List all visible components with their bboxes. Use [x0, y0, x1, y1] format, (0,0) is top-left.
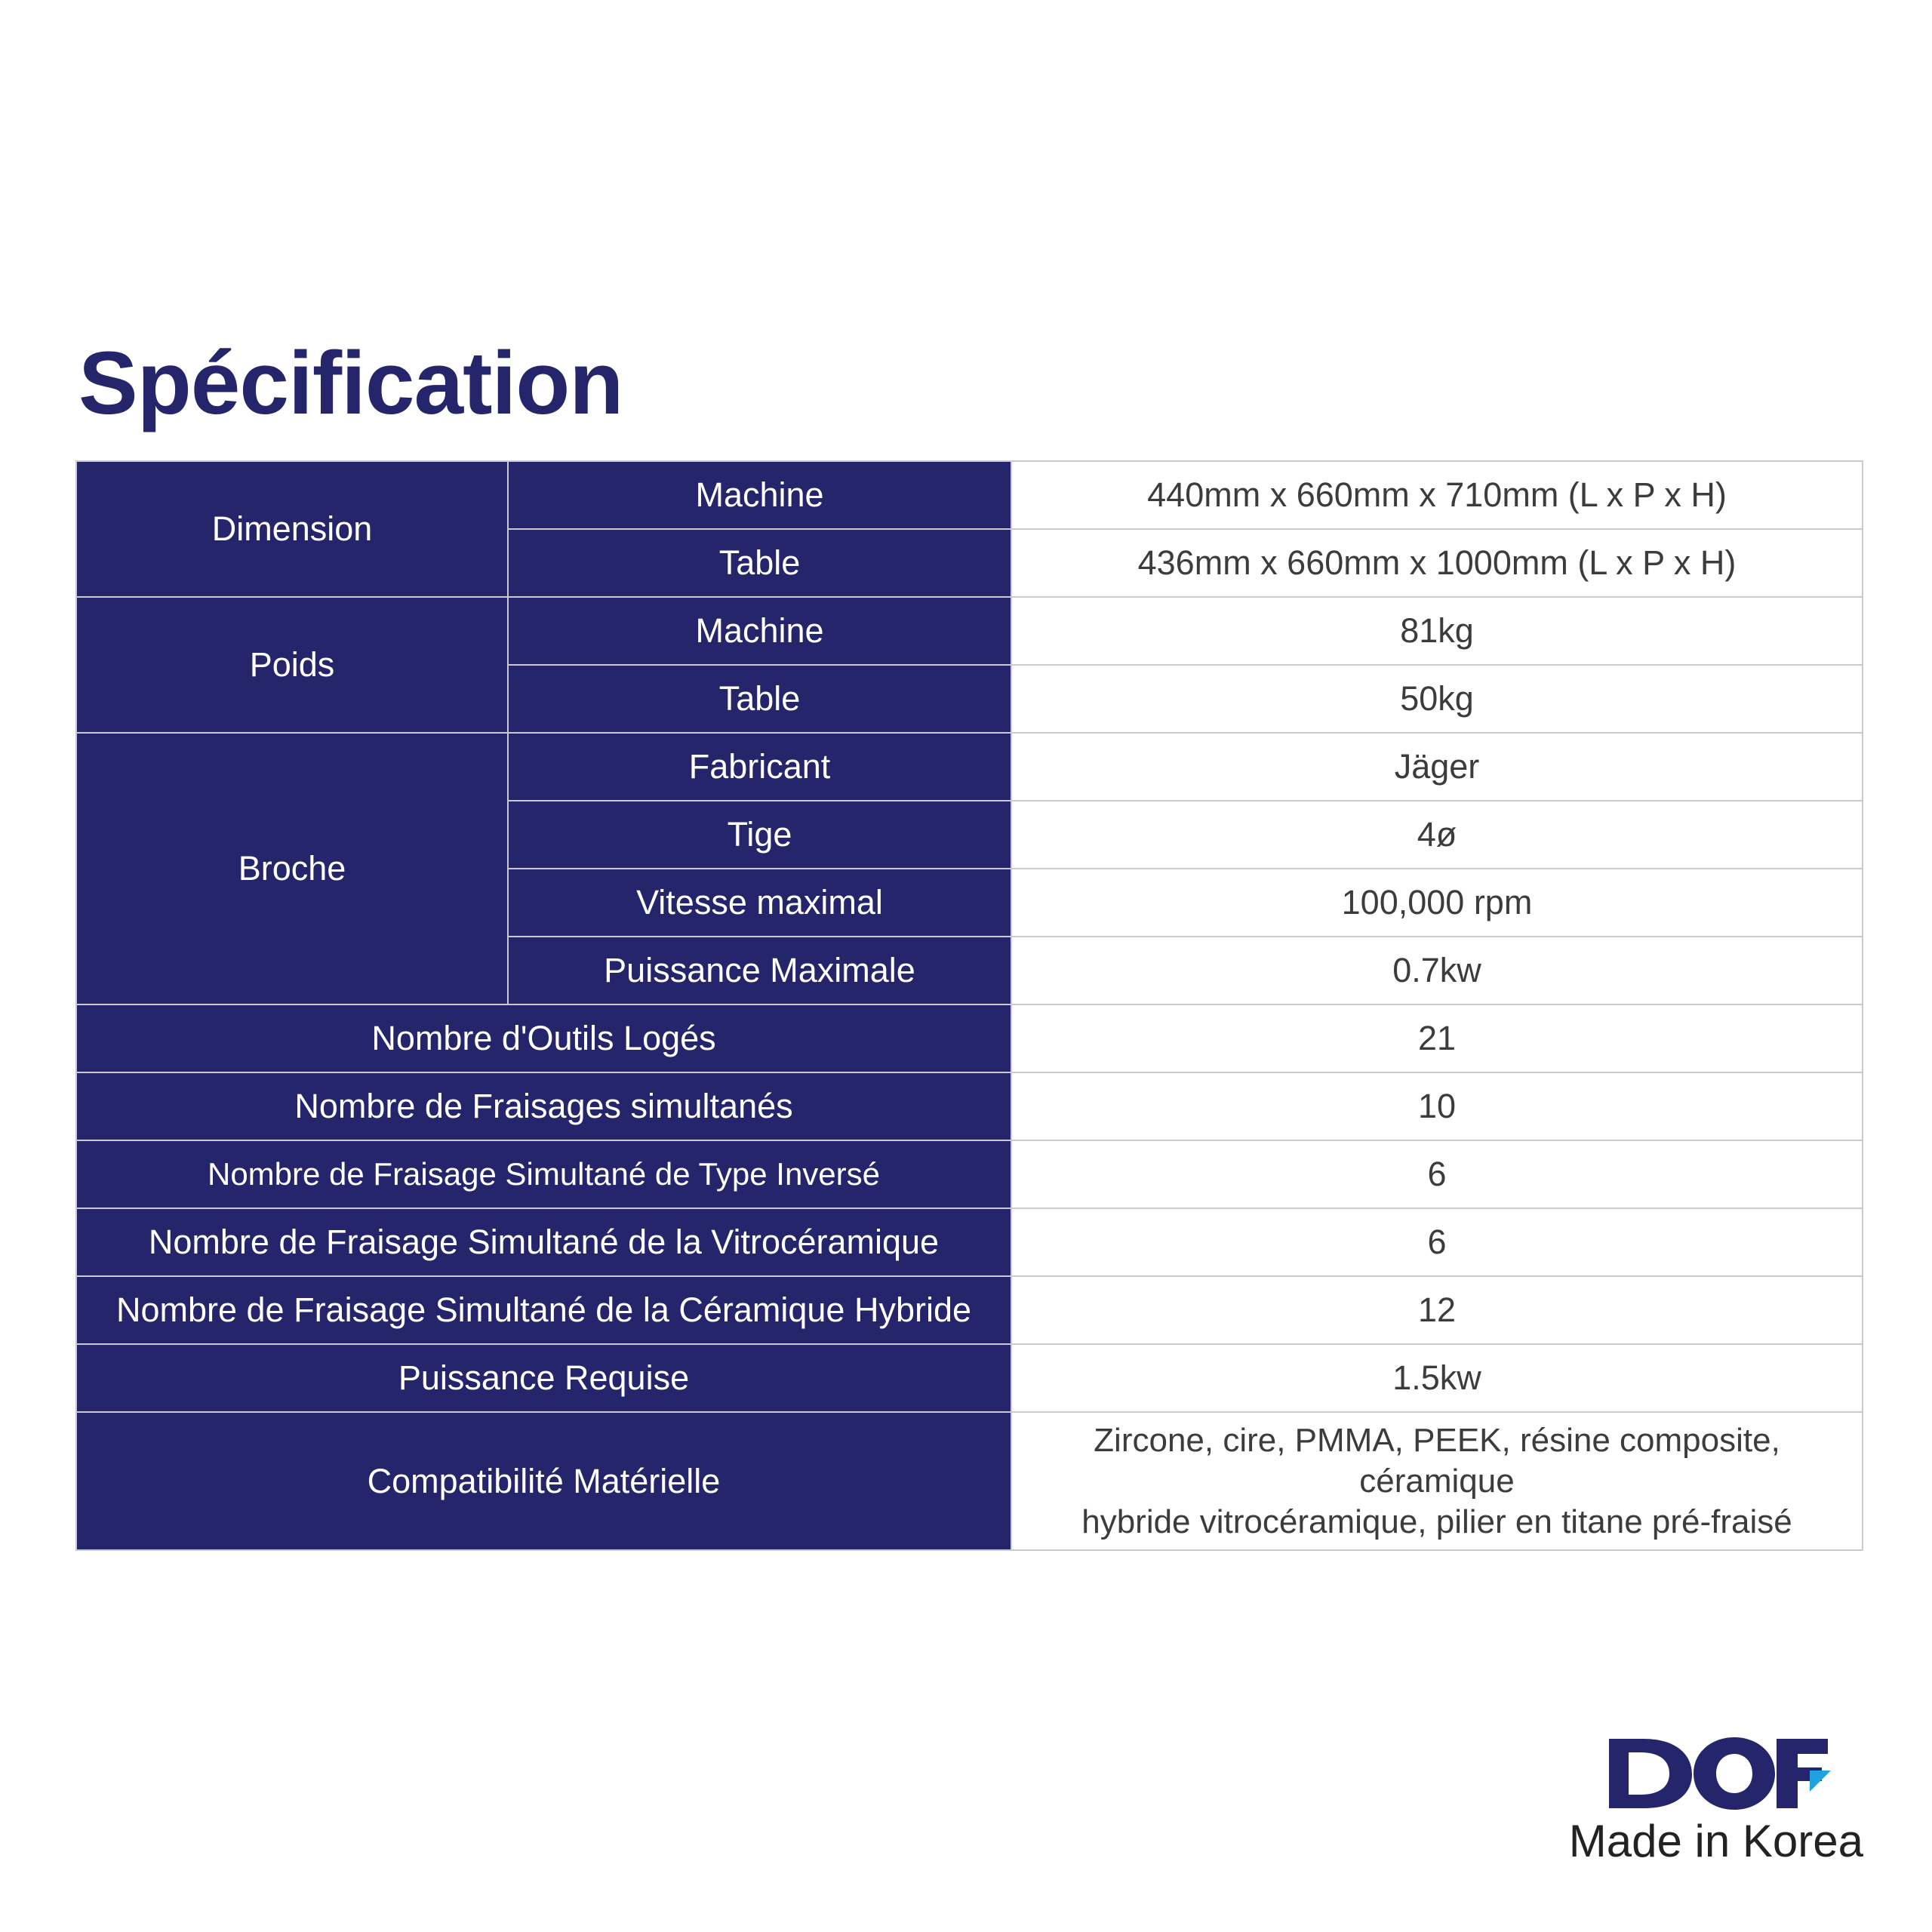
row-label-compatibilite: Compatibilité Matérielle — [76, 1412, 1011, 1550]
sub-label-broche-puissance: Puissance Maximale — [508, 937, 1011, 1004]
made-in-korea-text: Made in Korea — [1568, 1816, 1863, 1866]
row-label-outils: Nombre d'Outils Logés — [76, 1004, 1011, 1072]
row-label-dimension: Dimension — [76, 461, 508, 597]
page-title: Spécification — [78, 334, 623, 433]
row-label-hybride: Nombre de Fraisage Simultané de la Céramique Hybride — [76, 1276, 1011, 1344]
sub-label-poids-table: Table — [508, 665, 1011, 733]
value-hybride: 12 — [1011, 1276, 1863, 1344]
value-compatibilite — [1011, 1412, 1863, 1550]
sub-label-broche-vitesse: Vitesse maximal — [508, 869, 1011, 937]
row-label-puissance-requise: Puissance Requise — [76, 1344, 1011, 1412]
table-row — [76, 1276, 1863, 1344]
row-label-inverse: Nombre de Fraisage Simultané de Type Inversé — [76, 1140, 1011, 1208]
value-broche-tige: 4ø — [1011, 801, 1863, 869]
sub-label-dimension-table: Table — [508, 529, 1011, 597]
value-dimension-table: 436mm x 660mm x 1000mm (L x P x H) — [1011, 529, 1863, 597]
logo-letter-d — [1609, 1739, 1692, 1808]
value-broche-puissance: 0.7kw — [1011, 937, 1863, 1004]
value-dimension-machine: 440mm x 660mm x 710mm (L x P x H) — [1011, 461, 1863, 529]
table-row — [76, 1412, 1863, 1550]
value-fraisages: 10 — [1011, 1072, 1863, 1140]
table-row — [76, 1072, 1863, 1140]
sub-label-broche-tige: Tige — [508, 801, 1011, 869]
value-outils: 21 — [1011, 1004, 1863, 1072]
value-compatibilite-line1: Zircone, cire, PMMA, PEEK, résine composite, céramique — [1094, 1421, 1780, 1500]
table-row — [76, 1004, 1863, 1072]
logo-accent-triangle — [1810, 1770, 1831, 1792]
table-row — [76, 461, 1863, 529]
value-inverse: 6 — [1011, 1140, 1863, 1208]
sub-label-broche-fabricant: Fabricant — [508, 733, 1011, 801]
value-broche-fabricant: Jäger — [1011, 733, 1863, 801]
sub-label-poids-machine: Machine — [508, 597, 1011, 665]
logo-letter-o — [1694, 1737, 1775, 1810]
row-label-fraisages: Nombre de Fraisages simultanés — [76, 1072, 1011, 1140]
row-label-poids: Poids — [76, 597, 508, 733]
value-compatibilite-line2: hybride vitrocéramique, pilier en titane pré-fraisé — [1081, 1503, 1792, 1540]
table-row — [76, 1344, 1863, 1412]
row-label-vitro: Nombre de Fraisage Simultané de la Vitrocéramique — [76, 1208, 1011, 1276]
value-broche-vitesse: 100,000 rpm — [1011, 869, 1863, 937]
spec-table — [75, 460, 1863, 1551]
value-poids-table: 50kg — [1011, 665, 1863, 733]
value-poids-machine: 81kg — [1011, 597, 1863, 665]
table-row — [76, 1140, 1863, 1208]
sub-label-dimension-machine: Machine — [508, 461, 1011, 529]
table-row — [76, 733, 1863, 801]
table-row — [76, 1208, 1863, 1276]
dof-logo — [1607, 1734, 1834, 1810]
row-label-broche: Broche — [76, 733, 508, 1004]
value-puissance-requise: 1.5kw — [1011, 1344, 1863, 1412]
value-vitro: 6 — [1011, 1208, 1863, 1276]
table-row — [76, 597, 1863, 665]
